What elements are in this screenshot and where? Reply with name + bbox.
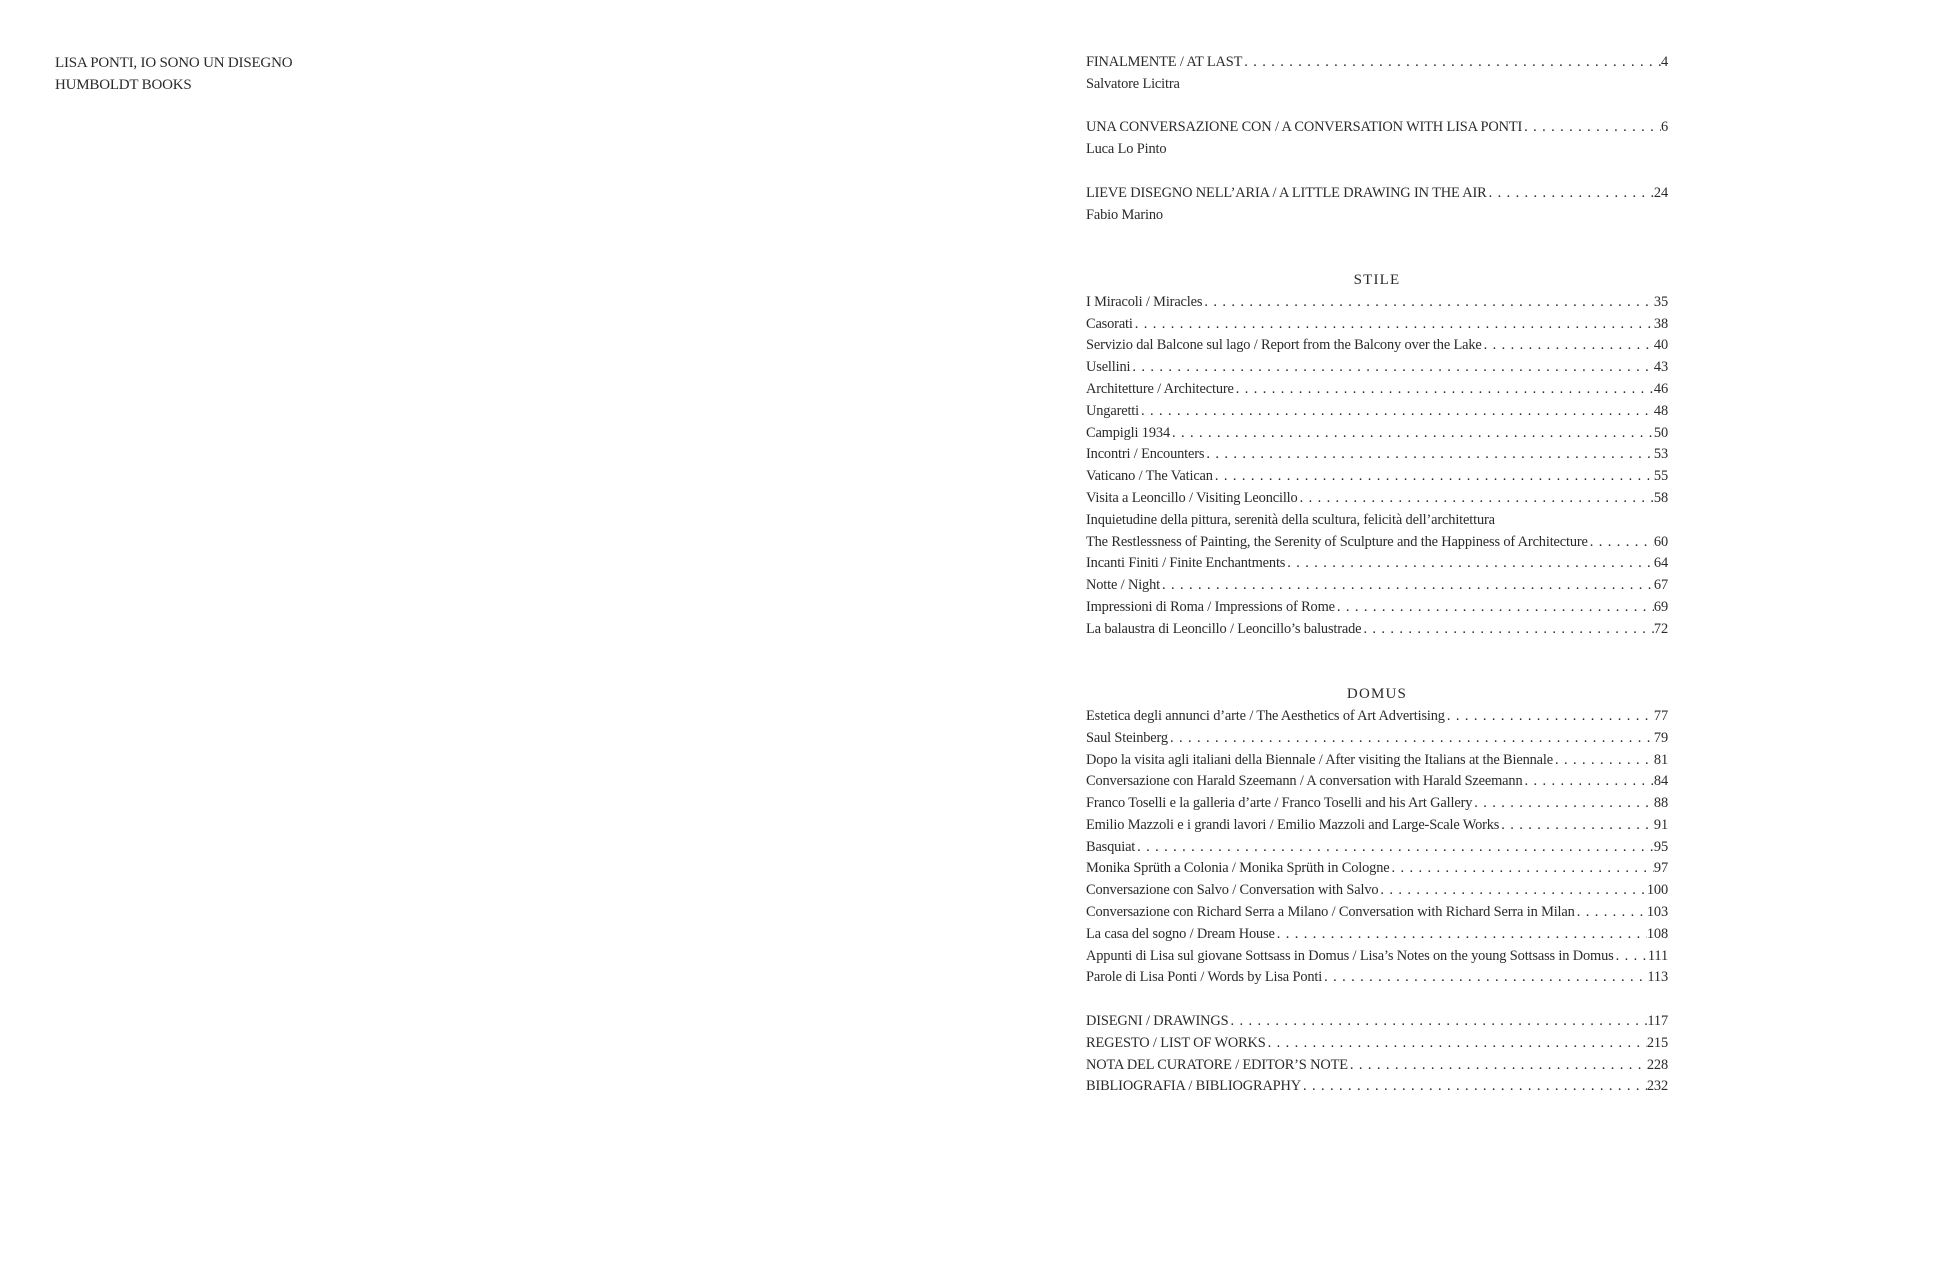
intro-entry (1086, 52, 1668, 74)
toc-entry (1086, 880, 1668, 902)
entry-title: Impressioni di Roma / Impressions of Rome (1086, 598, 1335, 615)
dot-leader (1301, 1076, 1647, 1098)
entry-author: Salvatore Licitra (1086, 75, 1180, 92)
toc-entry (1086, 357, 1668, 379)
toc-entry (1086, 379, 1668, 401)
toc-entry (1086, 292, 1668, 314)
entry-page-number: 103 (1646, 904, 1668, 921)
dot-leader (1242, 52, 1661, 74)
entry-title: Basquiat (1086, 838, 1136, 855)
entry-author: Fabio Marino (1086, 206, 1163, 223)
toc-entry (1086, 444, 1668, 466)
dot-leader (1588, 532, 1654, 554)
dot-leader (1482, 335, 1654, 357)
spacer (1086, 641, 1668, 685)
entry-title: Visita a Leoncillo / Visiting Leoncillo (1086, 489, 1298, 506)
toc-entry (1086, 532, 1668, 554)
toc-entry (1086, 967, 1668, 989)
entry-page-number: 58 (1653, 489, 1668, 506)
entry-title: FINALMENTE / AT LAST (1086, 54, 1243, 70)
entry-title: The Restlessness of Painting, the Serenity of Sculpture and the Happiness of Architecture (1086, 533, 1588, 550)
entry-page-number: 50 (1653, 424, 1668, 441)
toc-entry (1086, 401, 1668, 423)
entry-title: Franco Toselli e la galleria d’arte / Franco Toselli and his Art Gallery (1086, 795, 1473, 812)
toc-entry (1086, 597, 1668, 619)
entry-page-number: 113 (1647, 969, 1668, 986)
entry-title: La balaustra di Leoncillo / Leoncillo’s balustrade (1086, 620, 1362, 637)
entry-title: Architetture / Architecture (1086, 380, 1234, 397)
entry-page-number: 55 (1653, 468, 1668, 485)
dot-leader (1361, 619, 1653, 641)
entry-title: Ungaretti (1086, 402, 1139, 419)
dot-leader (1228, 1011, 1647, 1033)
final-entry (1086, 1055, 1668, 1077)
spacer (1086, 161, 1668, 183)
dot-leader (1523, 771, 1654, 793)
toc-entry (1086, 575, 1668, 597)
entry-page-number: 24 (1653, 184, 1668, 201)
book-title: LISA PONTI, IO SONO UN DISEGNO (55, 55, 293, 71)
dot-leader (1472, 793, 1654, 815)
dot-leader (1130, 357, 1654, 379)
final-entry (1086, 1033, 1668, 1055)
dot-leader (1348, 1055, 1647, 1077)
spacer (1086, 989, 1668, 1011)
entry-title: Vaticano / The Vatican (1086, 468, 1213, 485)
toc-entry (1086, 706, 1668, 728)
toc-entry (1086, 946, 1668, 968)
toc-entry (1086, 553, 1668, 575)
entry-page-number: 40 (1653, 337, 1668, 354)
entry-page-number: 46 (1653, 380, 1668, 397)
dot-leader (1487, 183, 1654, 205)
dot-leader (1266, 1033, 1647, 1055)
dot-leader (1575, 902, 1647, 924)
dot-leader (1553, 750, 1654, 772)
entry-page-number: 100 (1646, 882, 1668, 899)
entry-page-number: 111 (1647, 947, 1668, 964)
entry-page-number: 97 (1653, 860, 1668, 877)
dot-leader (1285, 553, 1654, 575)
entry-title: Conversazione con Harald Szeemann / A conversation with Harald Szeemann (1086, 773, 1523, 790)
entry-title: UNA CONVERSAZIONE CON / A CONVERSATION WITH LISA PONTI (1086, 119, 1523, 136)
toc-entry (1086, 858, 1668, 880)
entry-page-number: 232 (1646, 1078, 1668, 1095)
dot-leader (1202, 292, 1654, 314)
dot-leader (1135, 837, 1654, 859)
entry-title: BIBLIOGRAFIA / BIBLIOGRAPHY (1086, 1078, 1302, 1095)
entry-author: Luca Lo Pinto (1086, 141, 1167, 158)
section-heading-stile: STILE (1353, 271, 1401, 288)
spacer (1086, 96, 1668, 118)
entry-title: Estetica degli annunci d’arte / The Aesthetics of Art Advertising (1086, 707, 1445, 724)
entry-title: Dopo la visita agli italiani della Biennale / After visiting the Italians at the Biennale (1086, 751, 1554, 768)
toc-entry (1086, 728, 1668, 750)
entry-page-number: 67 (1653, 577, 1668, 594)
final-entry (1086, 1011, 1668, 1033)
entry-page-number: 60 (1653, 533, 1668, 550)
dot-leader (1170, 423, 1654, 445)
entry-title: NOTA DEL CURATORE / EDITOR’S NOTE (1086, 1056, 1348, 1073)
dot-leader (1133, 314, 1654, 336)
entry-page-number: 79 (1653, 729, 1668, 746)
entry-page-number: 95 (1653, 838, 1668, 855)
dot-leader (1335, 597, 1654, 619)
entry-title: Parole di Lisa Ponti / Words by Lisa Ponti (1086, 969, 1323, 986)
dot-leader (1322, 967, 1647, 989)
toc-entry (1086, 314, 1668, 336)
entry-page-number: 81 (1653, 751, 1668, 768)
left-page-header (55, 52, 292, 96)
entry-title: Monika Sprüth a Colonia / Monika Sprüth in Cologne (1086, 860, 1390, 877)
entry-page-number: 4 (1660, 54, 1668, 70)
toc-entry (1086, 335, 1668, 357)
entry-title: Incontri / Encounters (1086, 446, 1205, 463)
toc-entry (1086, 750, 1668, 772)
entry-title: La casa del sogno / Dream House (1086, 925, 1275, 942)
dot-leader (1234, 379, 1654, 401)
entry-page-number: 35 (1653, 293, 1668, 310)
entry-title: Conversazione con Richard Serra a Milano / Conversation with Richard Serra in Milan (1086, 904, 1575, 921)
dot-leader (1160, 575, 1654, 597)
entry-page-number: 84 (1653, 773, 1668, 790)
entry-page-number: 43 (1653, 359, 1668, 376)
spacer (1086, 226, 1668, 270)
entry-title: I Miracoli / Miracles (1086, 293, 1203, 310)
toc-entry (1086, 771, 1668, 793)
publisher-name: HUMBOLDT BOOKS (55, 77, 192, 93)
entry-page-number: 69 (1653, 598, 1668, 615)
toc-entry (1086, 423, 1668, 445)
toc-entry (1086, 619, 1668, 641)
toc-entry (1086, 793, 1668, 815)
entry-page-number: 88 (1653, 795, 1668, 812)
toc-entry (1086, 466, 1668, 488)
dot-leader (1499, 815, 1654, 837)
toc-entry (1086, 837, 1668, 859)
toc-entry (1086, 902, 1668, 924)
entry-page-number: 72 (1653, 620, 1668, 637)
entry-title-line: Inquietudine della pittura, serenità della scultura, felicità dell’architettura (1086, 511, 1495, 528)
entry-page-number: 228 (1646, 1056, 1668, 1073)
final-entry (1086, 1076, 1668, 1098)
intro-entry (1086, 183, 1668, 205)
entry-page-number: 6 (1660, 119, 1668, 136)
table-of-contents (1086, 52, 1668, 1098)
entry-title: Campigli 1934 (1086, 424, 1170, 441)
entry-page-number: 77 (1653, 707, 1668, 724)
dot-leader (1213, 466, 1654, 488)
entry-page-number: 64 (1653, 555, 1668, 572)
entry-title: Usellini (1086, 359, 1131, 376)
entry-page-number: 117 (1647, 1013, 1668, 1030)
entry-title: Saul Steinberg (1086, 729, 1168, 746)
dot-leader (1275, 924, 1647, 946)
entry-page-number: 91 (1653, 816, 1668, 833)
section-heading-domus: DOMUS (1346, 686, 1408, 703)
entry-title: Appunti di Lisa sul giovane Sottsass in Domus / Lisa’s Notes on the young Sottsass in Domus (1086, 947, 1614, 964)
dot-leader (1298, 488, 1654, 510)
entry-title: Emilio Mazzoli e i grandi lavori / Emilio Mazzoli and Large-Scale Works (1086, 816, 1500, 833)
dot-leader (1168, 728, 1654, 750)
entry-title: LIEVE DISEGNO NELL’ARIA / A LITTLE DRAWING IN THE AIR (1086, 184, 1487, 201)
entry-page-number: 38 (1653, 315, 1668, 332)
entry-page-number: 48 (1653, 402, 1668, 419)
entry-title: Conversazione con Salvo / Conversation with Salvo (1086, 882, 1379, 899)
intro-entry (1086, 117, 1668, 139)
entry-title: Casorati (1086, 315, 1133, 332)
entry-page-number: 108 (1646, 925, 1668, 942)
entry-title: Notte / Night (1086, 577, 1160, 594)
dot-leader (1139, 401, 1654, 423)
entry-title: REGESTO / LIST OF WORKS (1086, 1034, 1266, 1051)
entry-title: DISEGNI / DRAWINGS (1086, 1013, 1229, 1030)
dot-leader (1522, 117, 1661, 139)
dot-leader (1378, 880, 1646, 902)
entry-title: Incanti Finiti / Finite Enchantments (1086, 555, 1286, 572)
entry-page-number: 53 (1653, 446, 1668, 463)
entry-title: Servizio dal Balcone sul lago / Report from the Balcony over the Lake (1086, 337, 1482, 354)
toc-entry (1086, 815, 1668, 837)
toc-entry (1086, 488, 1668, 510)
dot-leader (1204, 444, 1654, 466)
toc-entry (1086, 924, 1668, 946)
dot-leader (1614, 946, 1648, 968)
entry-page-number: 215 (1646, 1034, 1668, 1051)
dot-leader (1390, 858, 1654, 880)
dot-leader (1445, 706, 1654, 728)
